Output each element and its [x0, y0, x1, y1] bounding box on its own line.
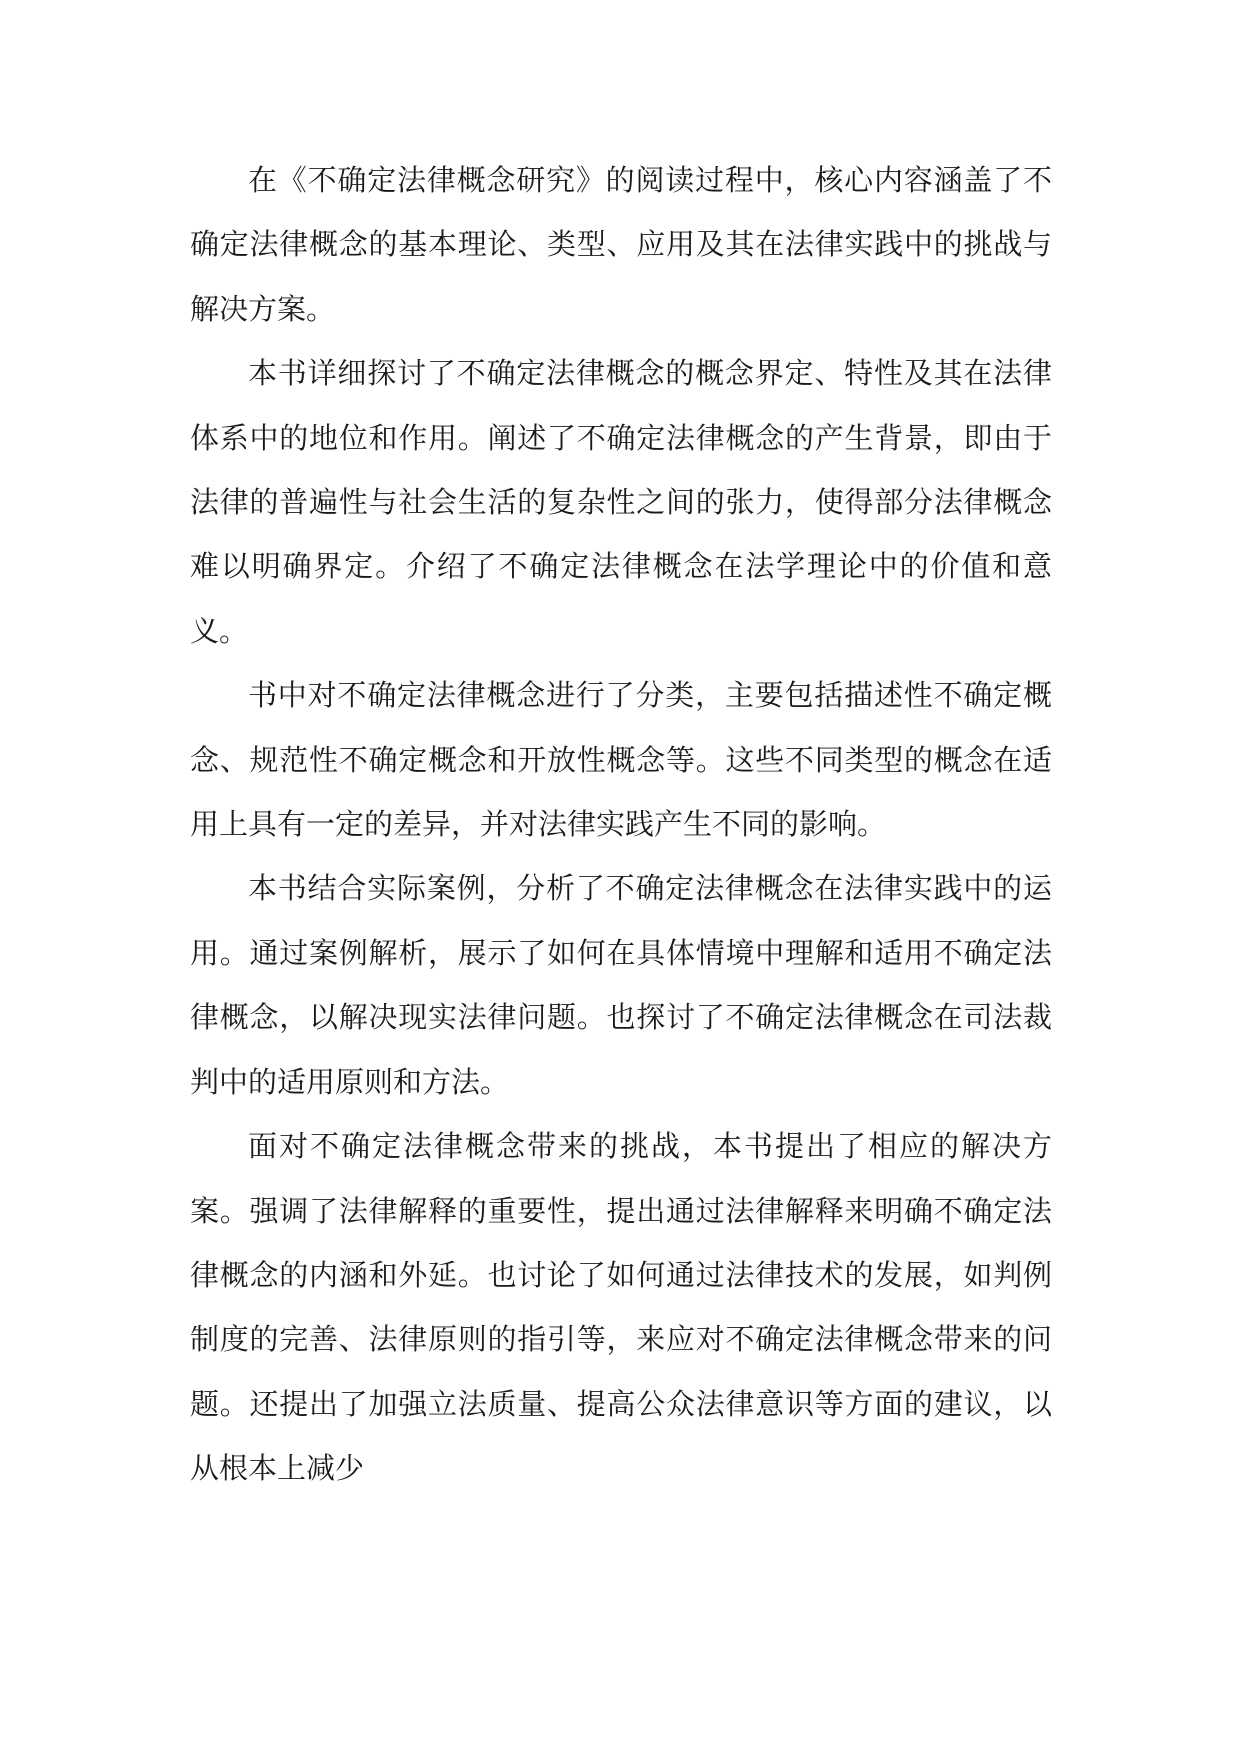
paragraph-case-analysis: 本书结合实际案例，分析了不确定法律概念在法律实践中的运用。通过案例解析，展示了如何在具体情境中理解和适用不确定法律概念，以解决现实法律问题。也探讨了不确定法律概念在司法裁判中的适用原则和方法。 — [190, 871, 1052, 1099]
paragraph-core-content: 在《不确定法律概念研究》的阅读过程中，核心内容涵盖了不确定法律概念的基本理论、类型、应用及其在法律实践中的挑战与解决方案。 — [190, 163, 1052, 326]
paragraph-concept-definition: 本书详细探讨了不确定法律概念的概念界定、特性及其在法律体系中的地位和作用。阐述了不确定法律概念的产生背景，即由于法律的普遍性与社会生活的复杂性之间的张力，使得部分法律概念难以明确界定。介绍了不确定法律概念在法学理论中的价值和意义。 — [190, 356, 1052, 648]
document-body — [190, 148, 1052, 1501]
paragraph-classification: 书中对不确定法律概念进行了分类，主要包括描述性不确定概念、规范性不确定概念和开放性概念等。这些不同类型的概念在适用上具有一定的差异，并对法律实践产生不同的影响。 — [190, 678, 1052, 842]
paragraph-solutions: 面对不确定法律概念带来的挑战，本书提出了相应的解决方案。强调了法律解释的重要性，提出通过法律解释来明确不确定法律概念的内涵和外延。也讨论了如何通过法律技术的发展，如判例制度的完善、法律原则的指引等，来应对不确定法律概念带来的问题。还提出了加强立法质量、提高公众法律意识等方面的建议，以从根本上减少 — [190, 1129, 1052, 1486]
